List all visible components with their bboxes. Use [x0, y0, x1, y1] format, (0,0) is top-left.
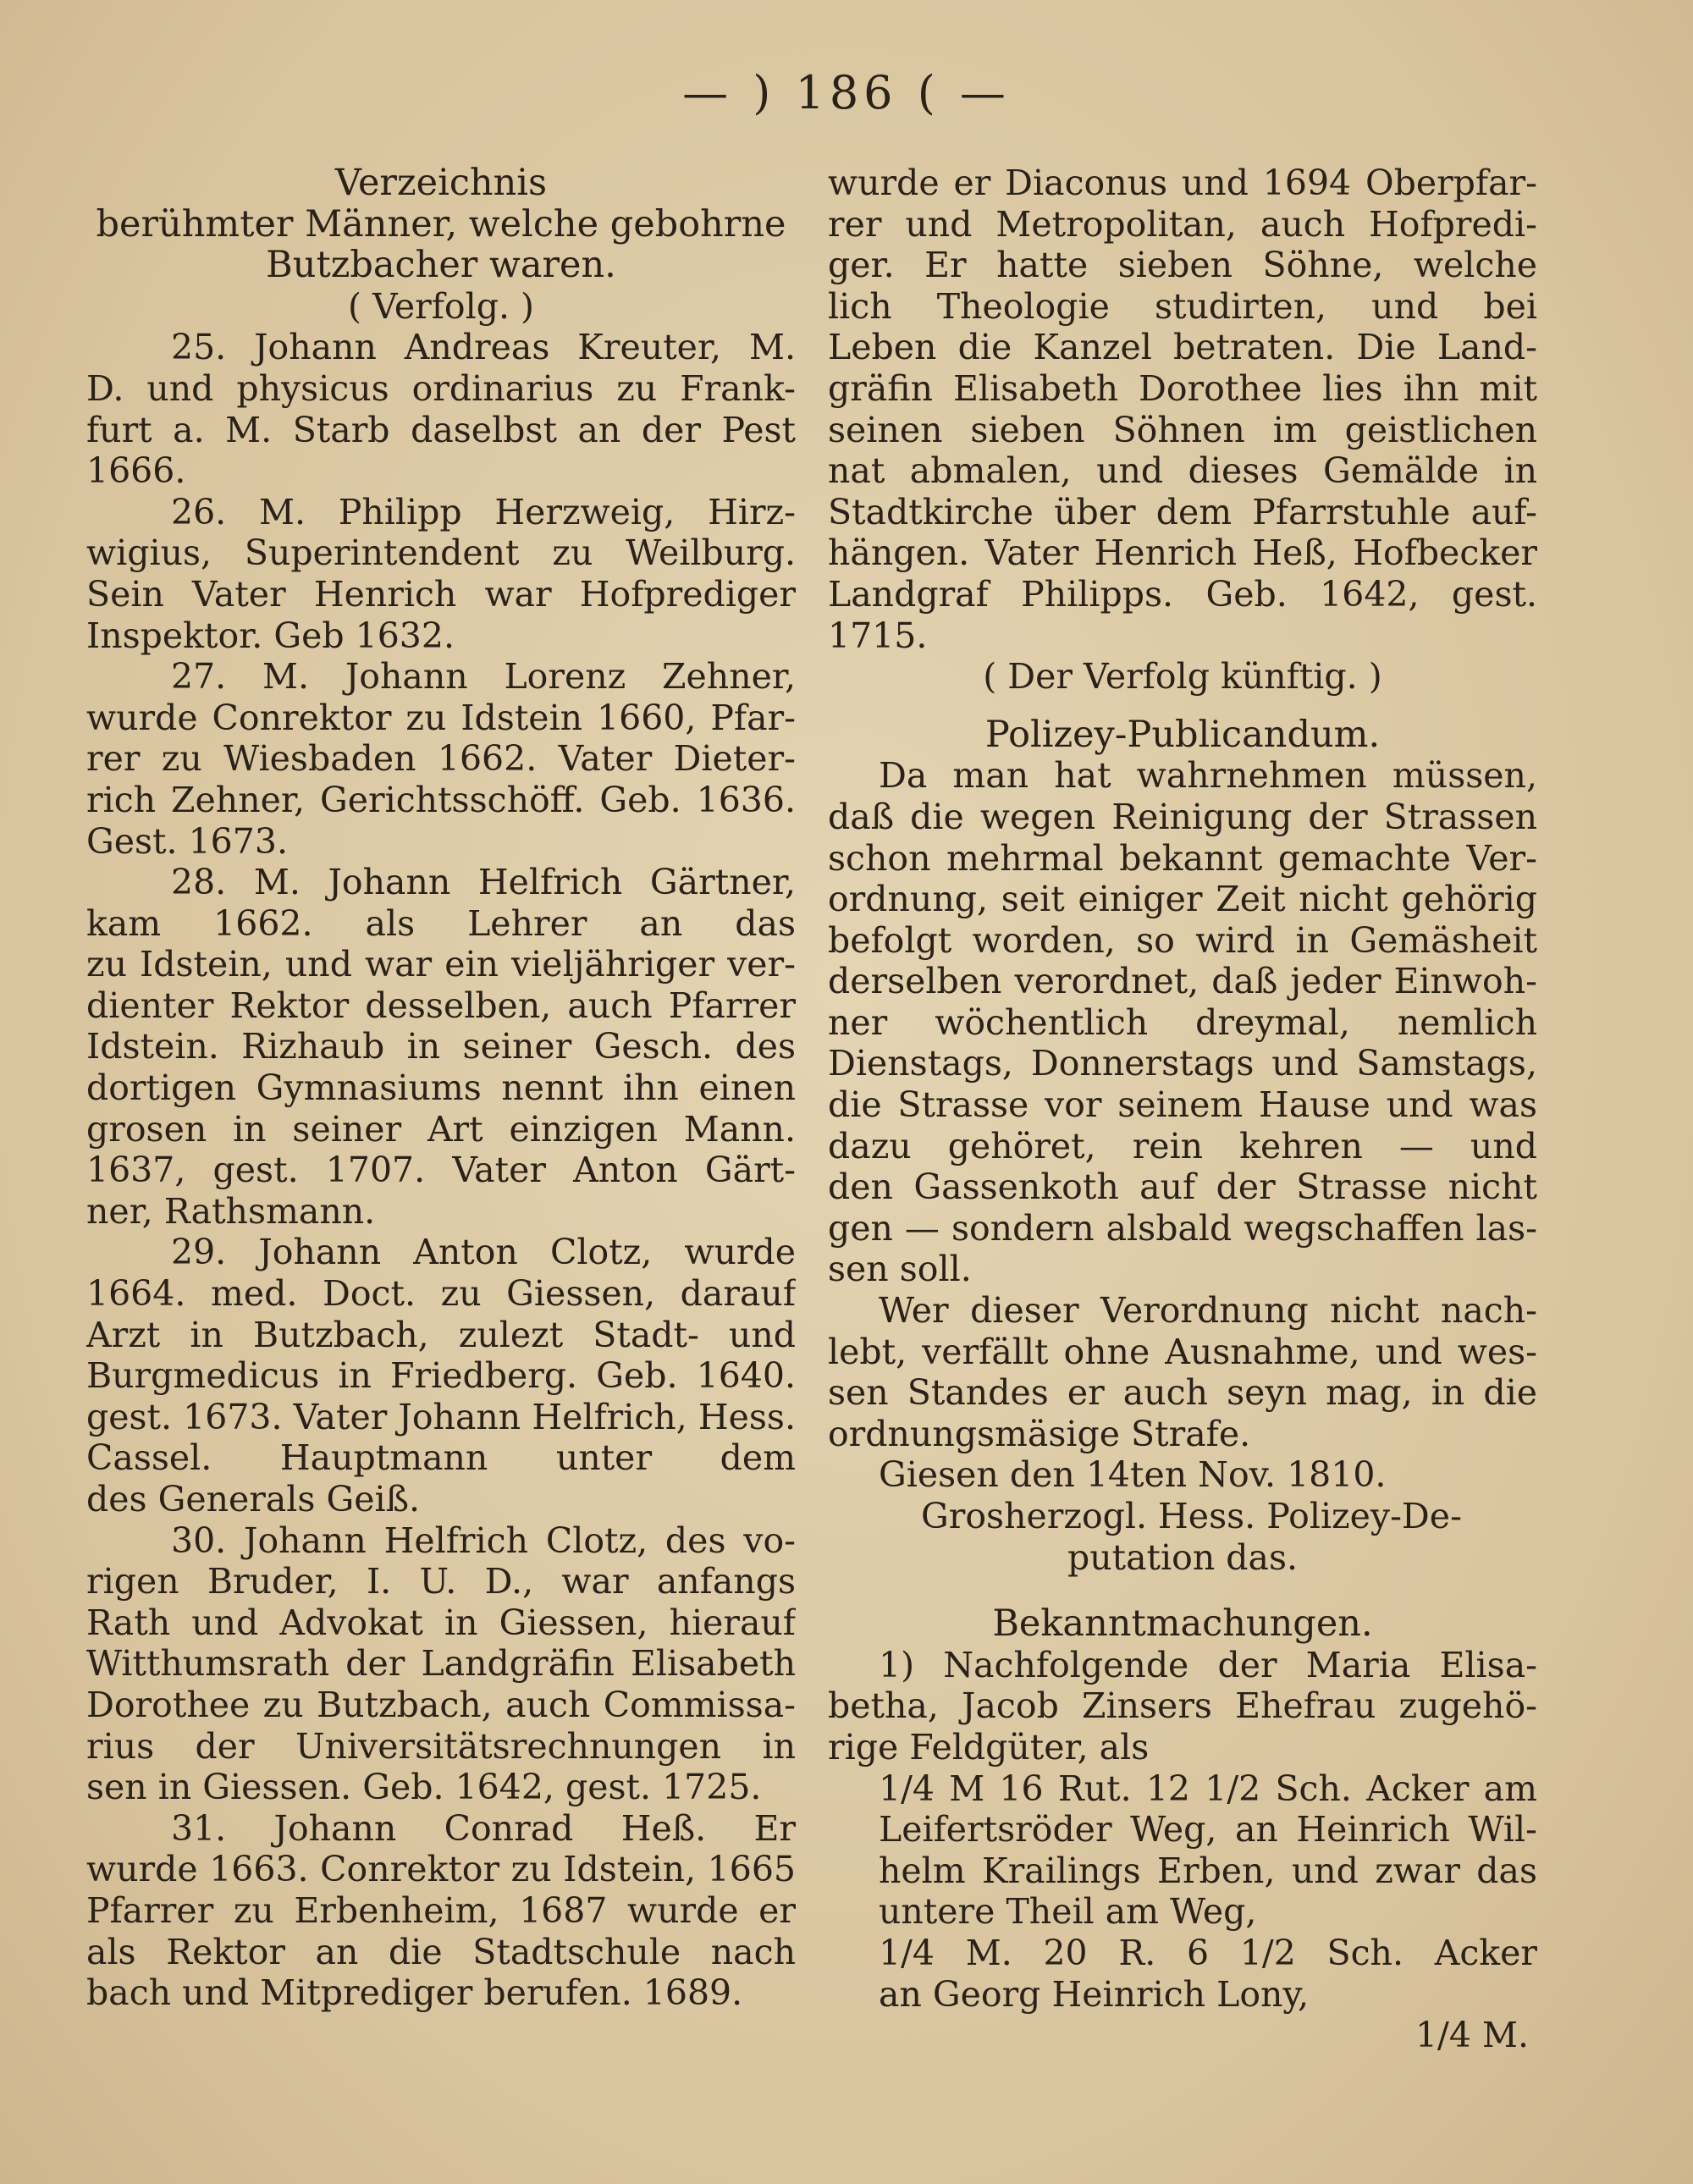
catchword: 1/4 M. — [1415, 2015, 1529, 2056]
biography-line: wurde 1663. Conrektor zu Idstein, 1665 — [86, 1849, 796, 1890]
biography-line: rer zu Wiesbaden 1662. Vater Dieter- — [86, 738, 796, 780]
announcements-title: Bekanntmachungen. — [992, 1603, 1373, 1645]
spacer — [828, 698, 1537, 714]
biography-line: zu Idstein, und war ein vieljähriger ver- — [86, 944, 796, 985]
announcement-line: rige Feldgüter, als — [828, 1726, 1150, 1768]
biography-line: dienter Rektor desselben, auch Pfarrer — [86, 984, 796, 1026]
police-notice-line: sen Standes er auch seyn mag, in die — [828, 1372, 1537, 1414]
biography-line: seinen sieben Söhnen im geistlichen — [828, 409, 1537, 450]
police-notice-line: ordnungsmäsige Strafe. — [828, 1413, 1251, 1454]
field-item-line: 1/4 M. 20 R. 6 1/2 Sch. Acker — [879, 1932, 1537, 1973]
biography-entry-start: 29. Johann Anton Clotz, wurde — [171, 1232, 796, 1273]
biography-line: Sein Vater Henrich war Hofprediger — [86, 573, 796, 615]
biography-line: wurde Conrektor zu Idstein 1660, Pfar- — [86, 697, 796, 738]
police-notice-line: die Strasse vor seinem Hause und was — [828, 1084, 1537, 1126]
biography-line: 1666. — [86, 450, 186, 492]
biography-line: Arzt in Butzbach, zulezt Stadt- und — [86, 1314, 796, 1355]
biography-line: sen in Giessen. Geb. 1642, gest. 1725. — [86, 1767, 762, 1808]
biography-line: lich Theologie studirten, und bei — [828, 285, 1537, 327]
police-notice-line: lebt, verfällt ohne Ausnahme, und wes- — [828, 1331, 1537, 1372]
announcement-line: 1) Nachfolgende der Maria Elisa- — [879, 1644, 1537, 1685]
biography-line: Leben die Kanzel betraten. Die Land- — [828, 327, 1537, 368]
field-item-line: an Georg Heinrich Lony, — [879, 1973, 1310, 2015]
continued-note: ( Verfolg. ) — [347, 285, 534, 327]
field-item-line: helm Krailings Erben, und zwar das — [879, 1850, 1537, 1891]
biography-line: Pfarrer zu Erbenheim, 1687 wurde er — [86, 1889, 796, 1931]
biography-line: wigius, Superintendent zu Weilburg. — [86, 532, 796, 574]
police-notice-line: ordnung, seit einiger Zeit nicht gehörig — [828, 879, 1537, 920]
police-notice-title: Polizey-Publicandum. — [984, 714, 1381, 756]
police-notice-line: dazu gehöret, rein kehren — und — [828, 1125, 1537, 1166]
police-notice-line: sen soll. — [828, 1249, 972, 1290]
to-be-continued-note: ( Der Verfolg künftig. ) — [983, 656, 1382, 698]
section-heading-line: Verzeichnis — [334, 163, 548, 204]
police-notice-line: derselben verordnet, daß jeder Einwoh- — [828, 961, 1537, 1002]
police-notice-line: befolgt worden, so wird in Gemäsheit — [828, 919, 1537, 961]
section-heading-line: berühmter Männer, welche gebohrne — [96, 203, 786, 245]
biography-line: dortigen Gymnasiums nennt ihn einen — [86, 1067, 796, 1109]
biography-line: Inspektor. Geb 1632. — [86, 615, 455, 656]
spacer — [828, 1578, 1537, 1603]
biography-line: Witthumsrath der Landgräfin Elisabeth — [86, 1643, 796, 1685]
biography-line: Gest. 1673. — [86, 820, 288, 862]
police-notice-line: schon mehrmal bekannt gemachte Ver- — [828, 837, 1537, 879]
biography-line: kam 1662. als Lehrer an das — [86, 902, 796, 944]
biography-line: rius der Universitätsrechnungen in — [86, 1725, 796, 1767]
right-column — [828, 163, 1537, 2056]
biography-line: 1664. med. Doct. zu Giessen, darauf — [86, 1273, 796, 1315]
biography-entry-start: 25. Johann Andreas Kreuter, M. — [171, 327, 796, 368]
biography-line: grosen in seiner Art einzigen Mann. — [86, 1108, 796, 1150]
biography-line: 1637, gest. 1707. Vater Anton Gärt- — [86, 1150, 796, 1191]
biography-line: Landgraf Philipps. Geb. 1642, gest. — [828, 573, 1537, 615]
biography-line: Cassel. Hauptmann unter dem — [86, 1437, 796, 1479]
biography-line: Rath und Advokat in Giessen, hierauf — [86, 1602, 796, 1643]
police-notice-line: Wer dieser Verordnung nicht nach- — [879, 1290, 1537, 1332]
biography-line: des Generals Geiß. — [86, 1479, 421, 1519]
biography-line: wurde er Diaconus und 1694 Oberpfar- — [828, 163, 1537, 203]
police-notice-line: Dienstags, Donnerstags und Samstags, — [828, 1043, 1537, 1084]
police-notice-line: Da man hat wahrnehmen müssen, — [879, 755, 1537, 797]
biography-line: ger. Er hatte sieben Söhne, welche — [828, 245, 1537, 286]
section-heading-line: Butzbacher waren. — [266, 245, 616, 286]
biography-line: Dorothee zu Butzbach, auch Commissa- — [86, 1684, 796, 1725]
biography-entry-start: 31. Johann Conrad Heß. Er — [171, 1807, 796, 1849]
left-column — [86, 163, 796, 2014]
police-notice-line: ner wöchentlich dreymal, nemlich — [828, 1001, 1537, 1043]
biography-line: nat abmalen, und dieses Gemälde in — [828, 450, 1537, 492]
biography-line: rigen Bruder, I. U. D., war anfangs — [86, 1561, 796, 1602]
biography-line: Burgmedicus in Friedberg. Geb. 1640. — [86, 1355, 796, 1397]
notice-signature: Grosherzogl. Hess. Polizey-De- — [921, 1496, 1462, 1536]
biography-line: D. und physicus ordinarius zu Frank- — [86, 367, 796, 409]
notice-date: Giesen den 14ten Nov. 1810. — [879, 1454, 1387, 1496]
biography-line: Stadtkirche über dem Pfarrstuhle auf- — [828, 491, 1537, 532]
biography-line: hängen. Vater Henrich Heß, Hofbecker — [828, 532, 1537, 574]
field-item-line: Leifertsröder Weg, an Heinrich Wil- — [879, 1809, 1537, 1850]
announcement-line: betha, Jacob Zinsers Ehefrau zugehö- — [828, 1685, 1537, 1727]
biography-line: furt a. M. Starb daselbst an der Pest — [86, 409, 796, 450]
biography-line: gräfin Elisabeth Dorothee lies ihn mit — [828, 367, 1537, 409]
biography-entry-start: 26. M. Philipp Herzweig, Hirz- — [171, 491, 796, 532]
biography-line: Idstein. Rizhaub in seiner Gesch. des — [86, 1026, 796, 1067]
field-item-line: 1/4 M 16 Rut. 12 1/2 Sch. Acker am — [879, 1768, 1537, 1809]
biography-entry-start: 27. M. Johann Lorenz Zehner, — [171, 656, 796, 698]
police-notice-line: gen — sondern alsbald wegschaffen las- — [828, 1207, 1537, 1249]
police-notice-line: den Gassenkoth auf der Strasse nicht — [828, 1166, 1537, 1208]
biography-line: rich Zehner, Gerichtsschöff. Geb. 1636. — [86, 779, 796, 820]
field-item-line: untere Theil am Weg, — [879, 1891, 1257, 1933]
page-number: — ) 186 ( — — [682, 66, 1011, 119]
biography-line: rer und Metropolitan, auch Hofpredi- — [828, 203, 1537, 245]
biography-entry-start: 28. M. Johann Helfrich Gärtner, — [171, 862, 796, 903]
biography-line: gest. 1673. Vater Johann Helfrich, Hess. — [86, 1396, 796, 1437]
biography-line: als Rektor an die Stadtschule nach — [86, 1931, 796, 1972]
notice-signature: putation das. — [1067, 1536, 1299, 1578]
biography-line: bach und Mitprediger berufen. 1689. — [86, 1972, 743, 2014]
police-notice-line: daß die wegen Reinigung der Strassen — [828, 796, 1537, 837]
biography-line: 1715. — [828, 615, 928, 656]
biography-line: ner, Rathsmann. — [86, 1190, 376, 1232]
biography-entry-start: 30. Johann Helfrich Clotz, des vo- — [171, 1519, 796, 1561]
